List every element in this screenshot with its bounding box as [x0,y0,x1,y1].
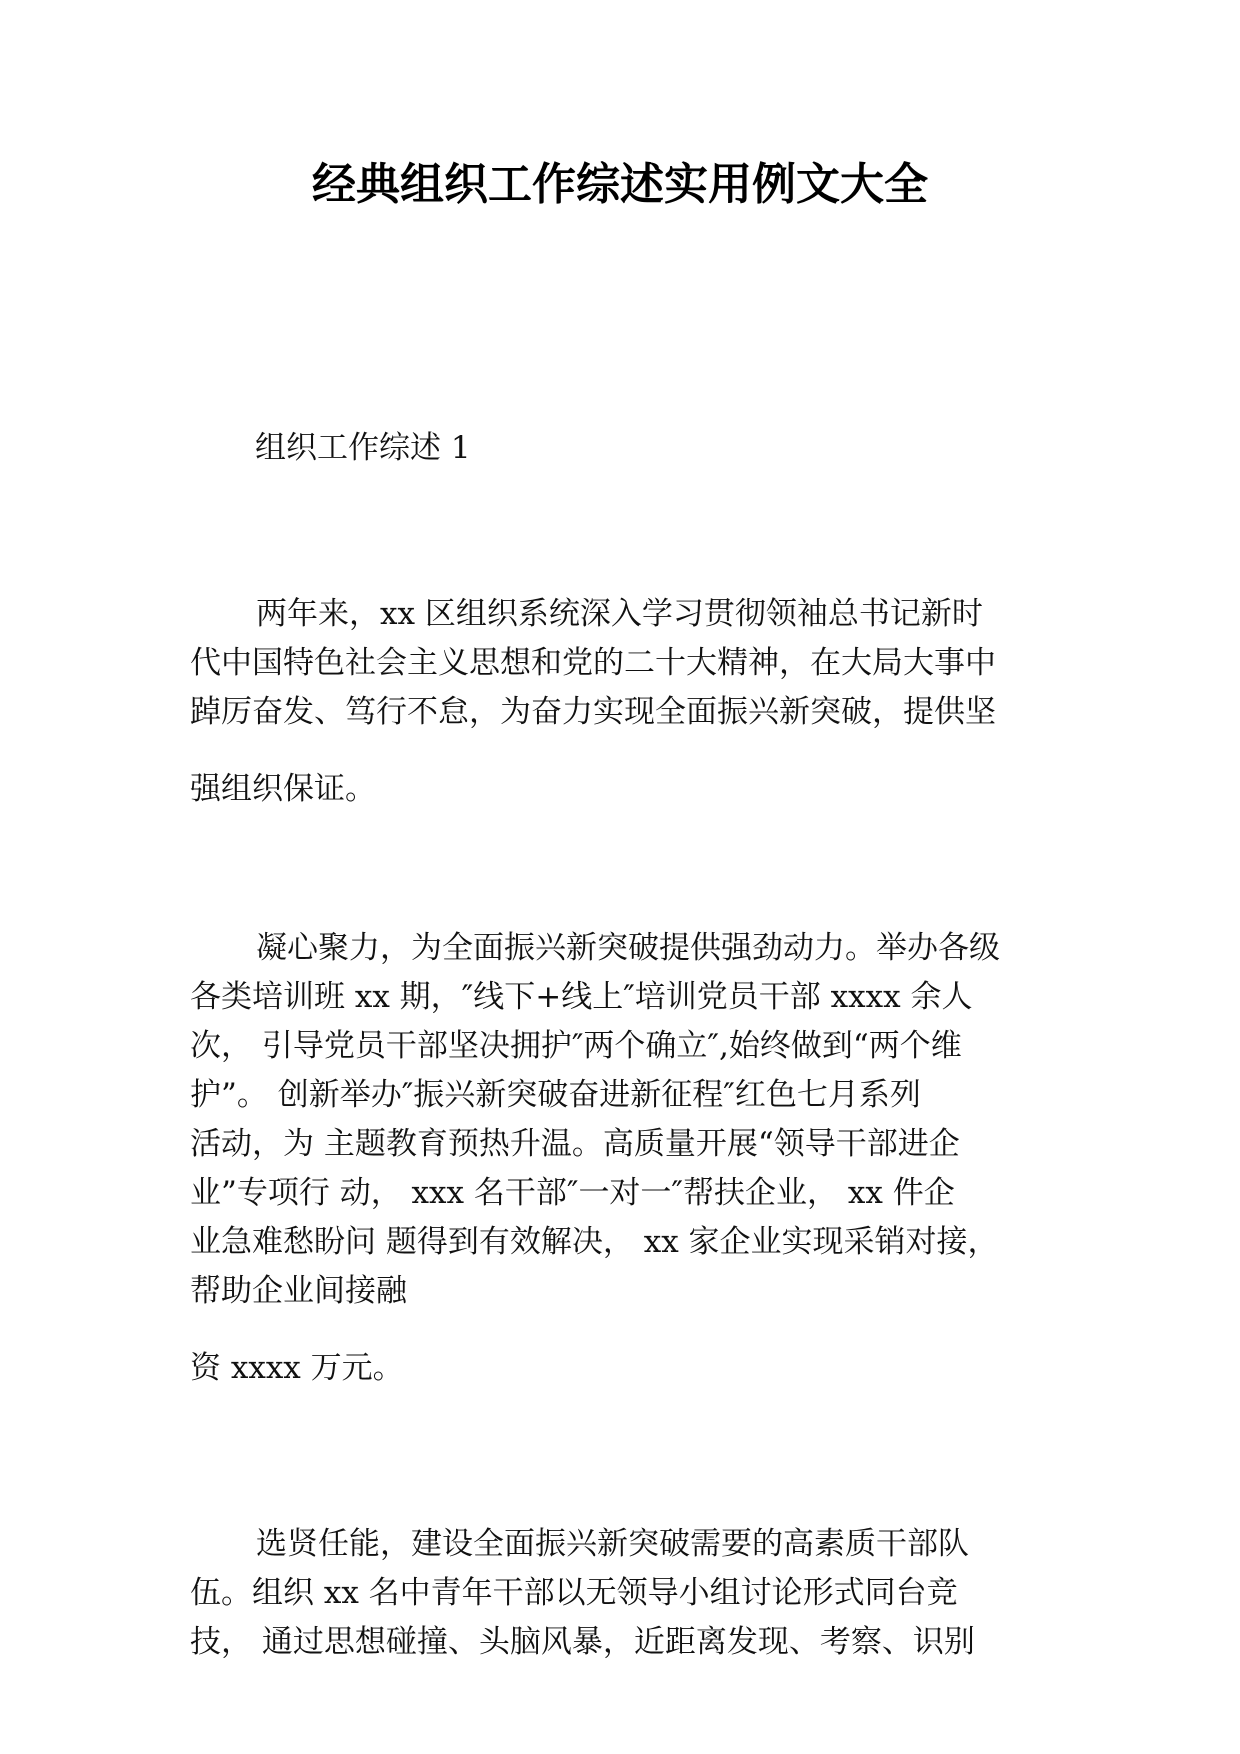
paragraph-line: 次， 引导党员干部坚决拥护″两个确立″,始终做到“两个维 [190,1028,962,1064]
document-title: 经典组织工作综述实用例文大全 [312,159,928,210]
paragraph-line: 业”专项行 动， xxx 名干部″一对一″帮扶企业， xx 件企 [190,1175,955,1211]
paragraph-line: 护”。 创新举办″振兴新突破奋进新征程″红色七月系列 [190,1077,921,1113]
paragraph-line: 技， 通过思想碰撞、头脑风暴，近距离发现、考察、识别 [190,1624,975,1660]
paragraph-line: 伍。组织 xx 名中青年干部以无领导小组讨论形式同台竞 [190,1575,958,1611]
paragraph-line: 帮助企业间接融 [190,1273,407,1309]
paragraph-1 [190,590,1060,814]
paragraph-line: 代中国特色社会主义思想和党的二十大精神，在大局大事中 [190,645,996,681]
paragraph-2 [190,924,1060,1393]
paragraph-3 [190,1520,1060,1667]
section-heading: 组织工作综述 1 [255,430,471,466]
paragraph-line: 两年来，xx 区组织系统深入学习贯彻领袖总书记新时 [256,596,983,632]
paragraph-line: 踔厉奋发、笃行不怠，为奋力实现全面振兴新突破，提供坚 [190,694,996,730]
paragraph-line: 活动，为 主题教育预热升温。高质量开展“领导干部进企 [190,1126,960,1162]
paragraph-line: 资 xxxx 万元。 [190,1350,404,1386]
paragraph-line: 强组织保证。 [190,771,376,807]
paragraph-line: 各类培训班 xx 期，″线下+线上″培训党员干部 xxxx 余人 [190,979,973,1015]
paragraph-line: 凝心聚力，为全面振兴新突破提供强劲动力。举办各级 [256,930,1000,966]
paragraph-line: 业急难愁盼问 题得到有效解决， xx 家企业实现采销对接， [190,1224,999,1260]
paragraph-line: 选贤任能，建设全面振兴新突破需要的高素质干部队 [256,1526,969,1562]
